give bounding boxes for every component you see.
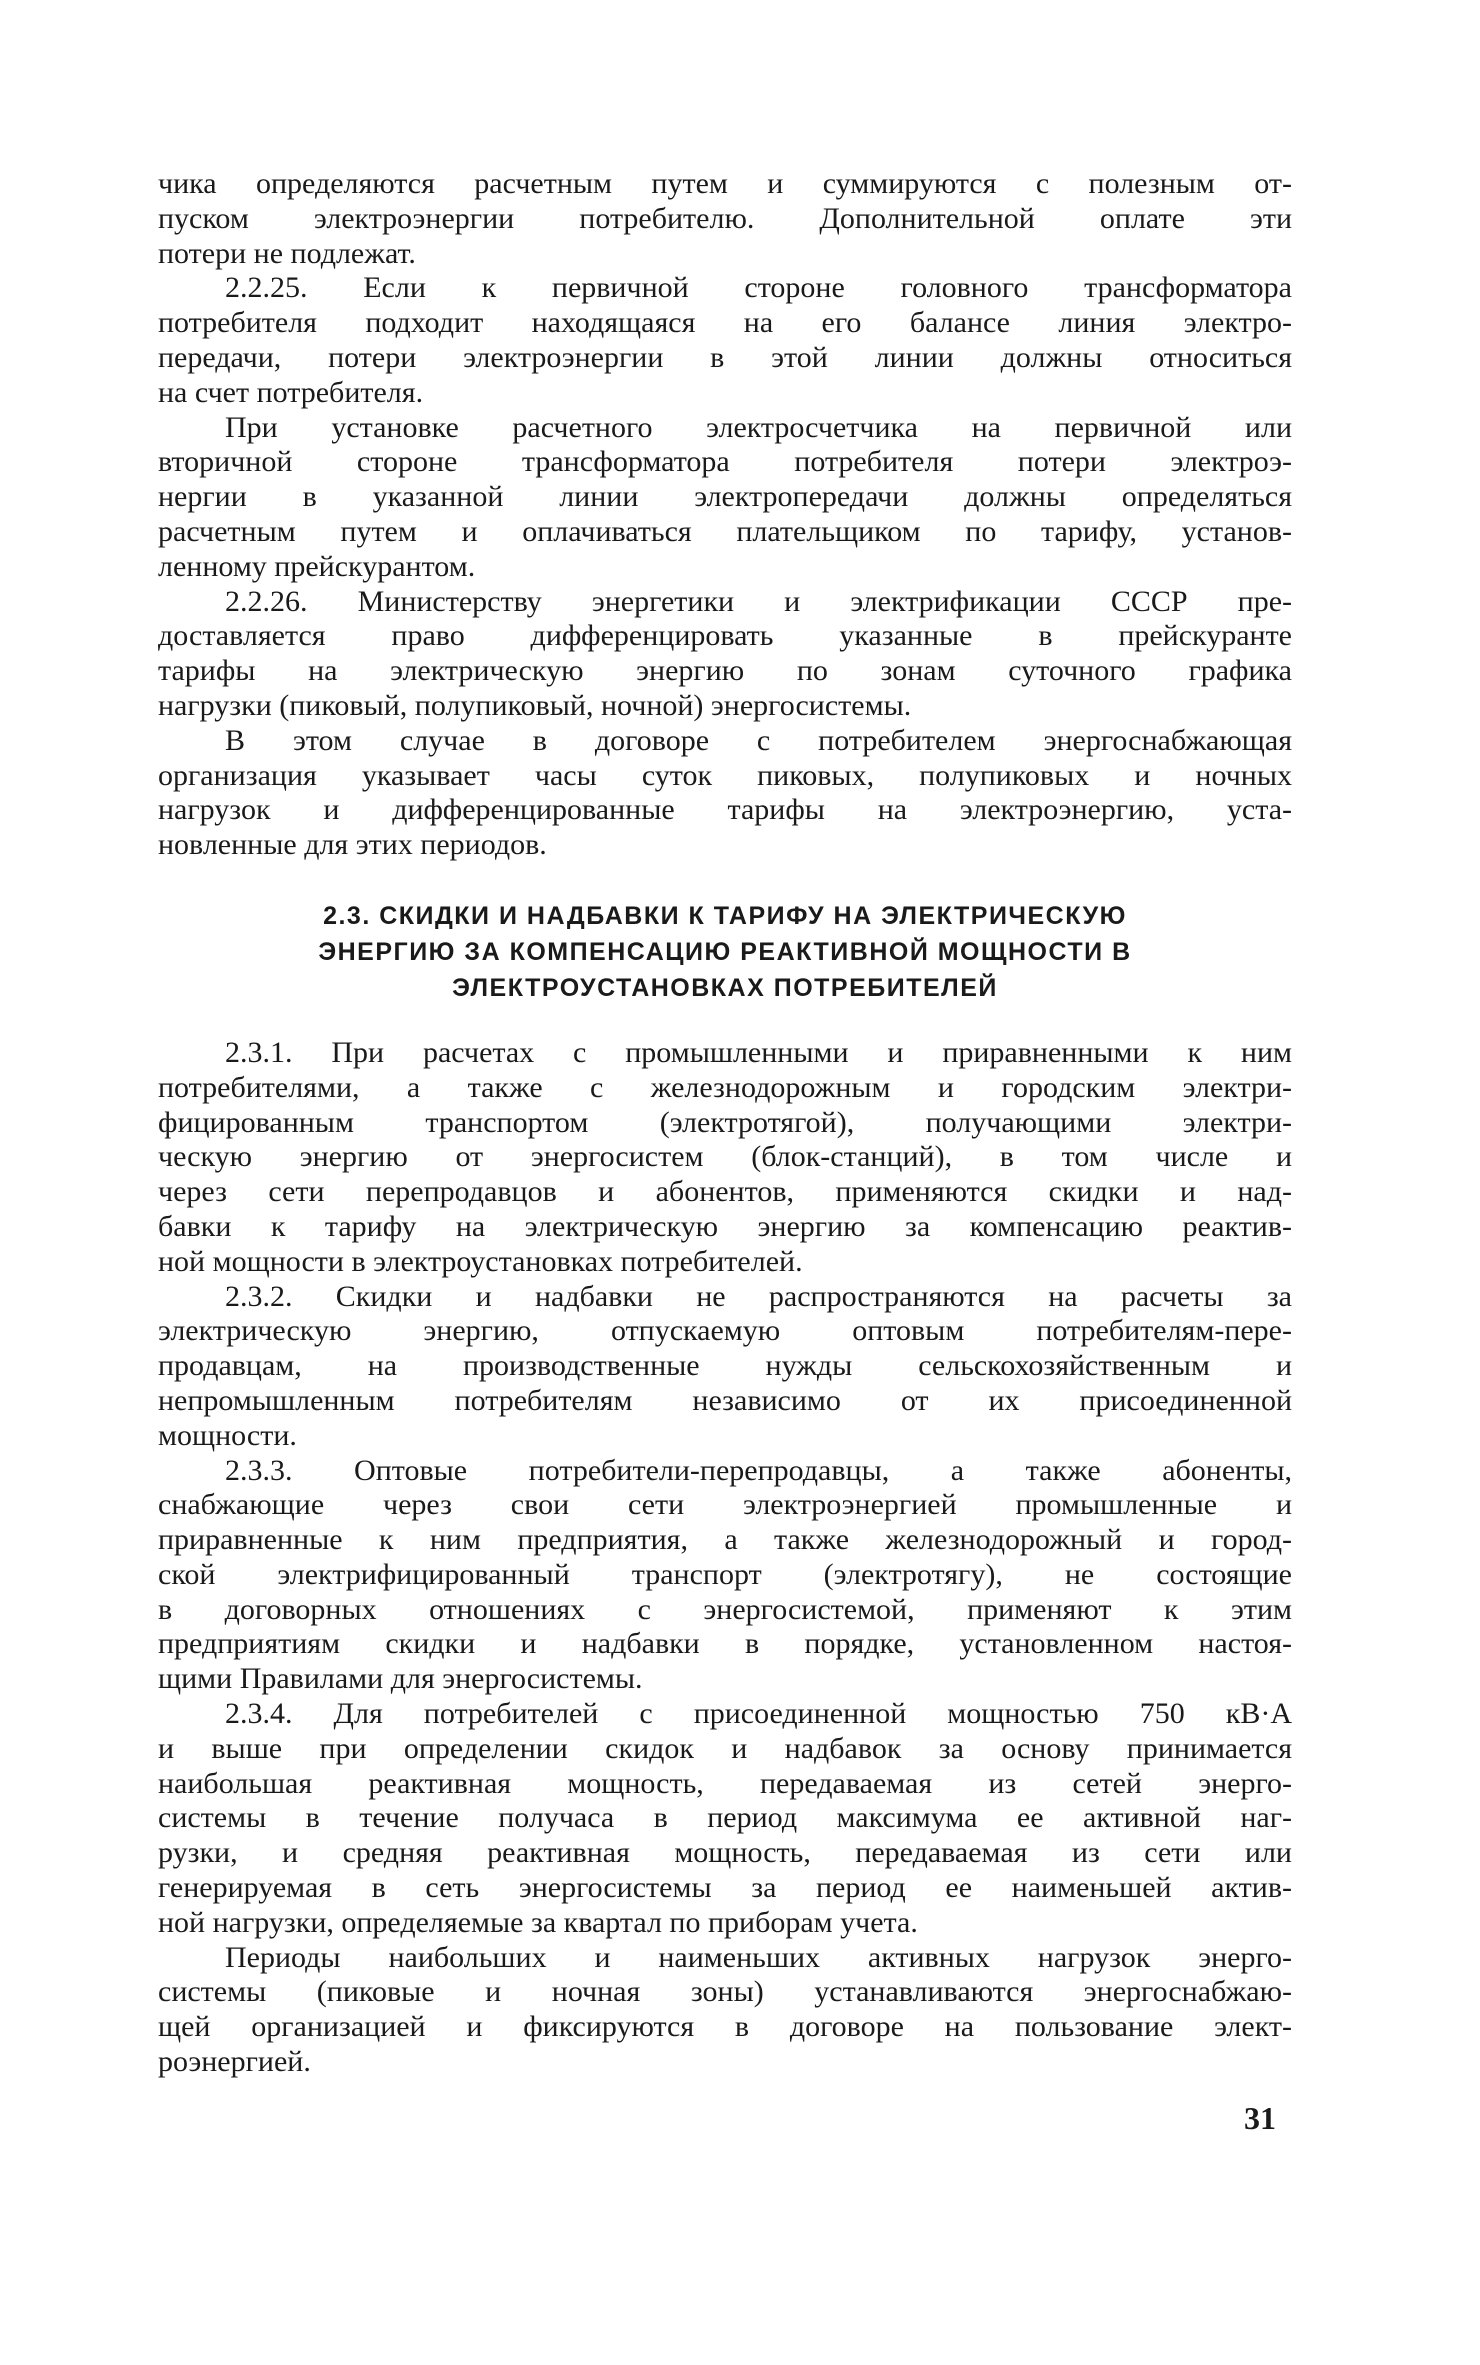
text-line: В этом случае в договоре с потребителем энергоснабжающая bbox=[225, 723, 1292, 757]
text-line: потребителя подходит находящаяся на его балансе линия электро- bbox=[158, 306, 1292, 340]
paragraph bbox=[158, 411, 1292, 585]
text-line: 2.3.1. При расчетах с промышленными и приравненными к ним bbox=[225, 1035, 1292, 1069]
text-line: щими Правилами для энергосистемы. bbox=[158, 1662, 643, 1696]
text-line: При установке расчетного электросчетчика на первичной или bbox=[225, 410, 1292, 444]
text-line: потребителями, а также с железнодорожным и городским электри- bbox=[158, 1070, 1292, 1104]
paragraph bbox=[158, 271, 1292, 410]
paragraph bbox=[158, 585, 1292, 724]
heading-line: ЭЛЕКТРОУСТАНОВКАХ ПОТРЕБИТЕЛЕЙ bbox=[452, 973, 998, 1002]
text-line: нагрузки (пиковый, полупиковый, ночной) энергосистемы. bbox=[158, 688, 912, 722]
text-line: бавки к тарифу на электрическую энергию за компенсацию реактив- bbox=[158, 1209, 1292, 1243]
text-line: системы в течение получаса в период максимума ее активной наг- bbox=[158, 1801, 1292, 1835]
text-line: непромышленным потребителям независимо от их присоединенной bbox=[158, 1383, 1292, 1417]
text-line: доставляется право дифференцировать указанные в прейскуранте bbox=[158, 619, 1292, 653]
text-line: вторичной стороне трансформатора потребителя потери электроэ- bbox=[158, 445, 1292, 479]
text-line: через сети перепродавцов и абонентов, применяются скидки и над- bbox=[158, 1175, 1292, 1209]
document-page bbox=[158, 167, 1292, 2080]
text-line: и выше при определении скидок и надбавок за основу принимается bbox=[158, 1731, 1292, 1765]
text-line: предприятиям скидки и надбавки в порядке, установленном настоя- bbox=[158, 1627, 1292, 1661]
text-line: 2.3.4. Для потребителей с присоединенной мощностью 750 кВ·А bbox=[225, 1697, 1292, 1731]
paragraph bbox=[158, 1941, 1292, 2080]
text-line: 2.3.3. Оптовые потребители-перепродавцы, а также абоненты, bbox=[225, 1453, 1292, 1487]
text-line: генерируемая в сеть энергосистемы за период ее наименьшей актив- bbox=[158, 1871, 1292, 1905]
paragraph bbox=[158, 1280, 1292, 1454]
text-line: 2.2.26. Министерству энергетики и электрификации СССР пре- bbox=[225, 584, 1292, 618]
text-line: продавцам, на производственные нужды сельскохозяйственным и bbox=[158, 1349, 1292, 1383]
text-line: фицированным транспортом (электротягой), получающими электри- bbox=[158, 1105, 1292, 1139]
paragraph bbox=[158, 724, 1292, 863]
text-line: нагрузок и дифференцированные тарифы на электроэнергию, уста- bbox=[158, 793, 1292, 827]
text-line: нергии в указанной линии электропередачи должны определяться bbox=[158, 480, 1292, 514]
paragraph bbox=[158, 1697, 1292, 1941]
paragraph bbox=[158, 1036, 1292, 1280]
text-line: электрическую энергию, отпускаемую оптовым потребителям-пере- bbox=[158, 1314, 1292, 1348]
text-line: Периоды наибольших и наименьших активных нагрузок энерго- bbox=[225, 1940, 1292, 1974]
section-2-2-text bbox=[158, 167, 1292, 863]
text-line: ческую энергию от энергосистем (блок-станций), в том числе и bbox=[158, 1140, 1292, 1174]
page-number: 31 bbox=[1244, 2100, 1276, 2136]
text-line: передачи, потери электроэнергии в этой линии должны относиться bbox=[158, 340, 1292, 374]
text-line: рузки, и средняя реактивная мощность, передаваемая из сети или bbox=[158, 1836, 1292, 1870]
paragraph bbox=[158, 167, 1292, 271]
text-line: мощности. bbox=[158, 1418, 297, 1452]
text-line: роэнергией. bbox=[158, 2045, 311, 2079]
text-line: 2.2.25. Если к первичной стороне головного трансформатора bbox=[225, 271, 1292, 305]
text-line: приравненные к ним предприятия, а также железнодорожный и город- bbox=[158, 1523, 1292, 1557]
heading-line: 2.3. СКИДКИ И НАДБАВКИ К ТАРИФУ НА ЭЛЕКТРИЧЕСКУЮ bbox=[323, 901, 1127, 930]
text-line: потери не подлежат. bbox=[158, 236, 416, 270]
text-line: ной нагрузки, определяемые за квартал по приборам учета. bbox=[158, 1905, 918, 1939]
text-line: ской электрифицированный транспорт (электротягу), не состоящие bbox=[158, 1557, 1292, 1591]
text-line: в договорных отношениях с энергосистемой, применяют к этим bbox=[158, 1592, 1292, 1626]
text-line: расчетным путем и оплачиваться плательщиком по тарифу, установ- bbox=[158, 514, 1292, 548]
heading-line: ЭНЕРГИЮ ЗА КОМПЕНСАЦИЮ РЕАКТИВНОЙ МОЩНОСТИ В bbox=[318, 937, 1132, 966]
text-line: системы (пиковые и ночная зоны) устанавливаются энергоснабжаю- bbox=[158, 1975, 1292, 2009]
text-line: новленные для этих периодов. bbox=[158, 828, 547, 862]
text-line: чика определяются расчетным путем и суммируются с полезным от- bbox=[158, 167, 1292, 200]
text-line: 2.3.2. Скидки и надбавки не распространяются на расчеты за bbox=[225, 1279, 1292, 1313]
text-line: организация указывает часы суток пиковых, полупиковых и ночных bbox=[158, 758, 1292, 792]
paragraph bbox=[158, 1454, 1292, 1698]
section-heading-2-3 bbox=[158, 898, 1292, 1006]
text-line: наибольшая реактивная мощность, передаваемая из сетей энерго- bbox=[158, 1766, 1292, 1800]
text-line: щей организацией и фиксируются в договоре на пользование элект- bbox=[158, 2010, 1292, 2044]
text-line: на счет потребителя. bbox=[158, 375, 424, 409]
text-line: тарифы на электрическую энергию по зонам суточного графика bbox=[158, 654, 1292, 688]
text-line: ной мощности в электроустановках потребителей. bbox=[158, 1244, 803, 1278]
text-line: пуском электроэнергии потребителю. Дополнительной оплате эти bbox=[158, 201, 1292, 235]
text-line: снабжающие через свои сети электроэнергией промышленные и bbox=[158, 1488, 1292, 1522]
text-line: ленному прейскурантом. bbox=[158, 549, 476, 583]
section-2-3-text bbox=[158, 1036, 1292, 2080]
